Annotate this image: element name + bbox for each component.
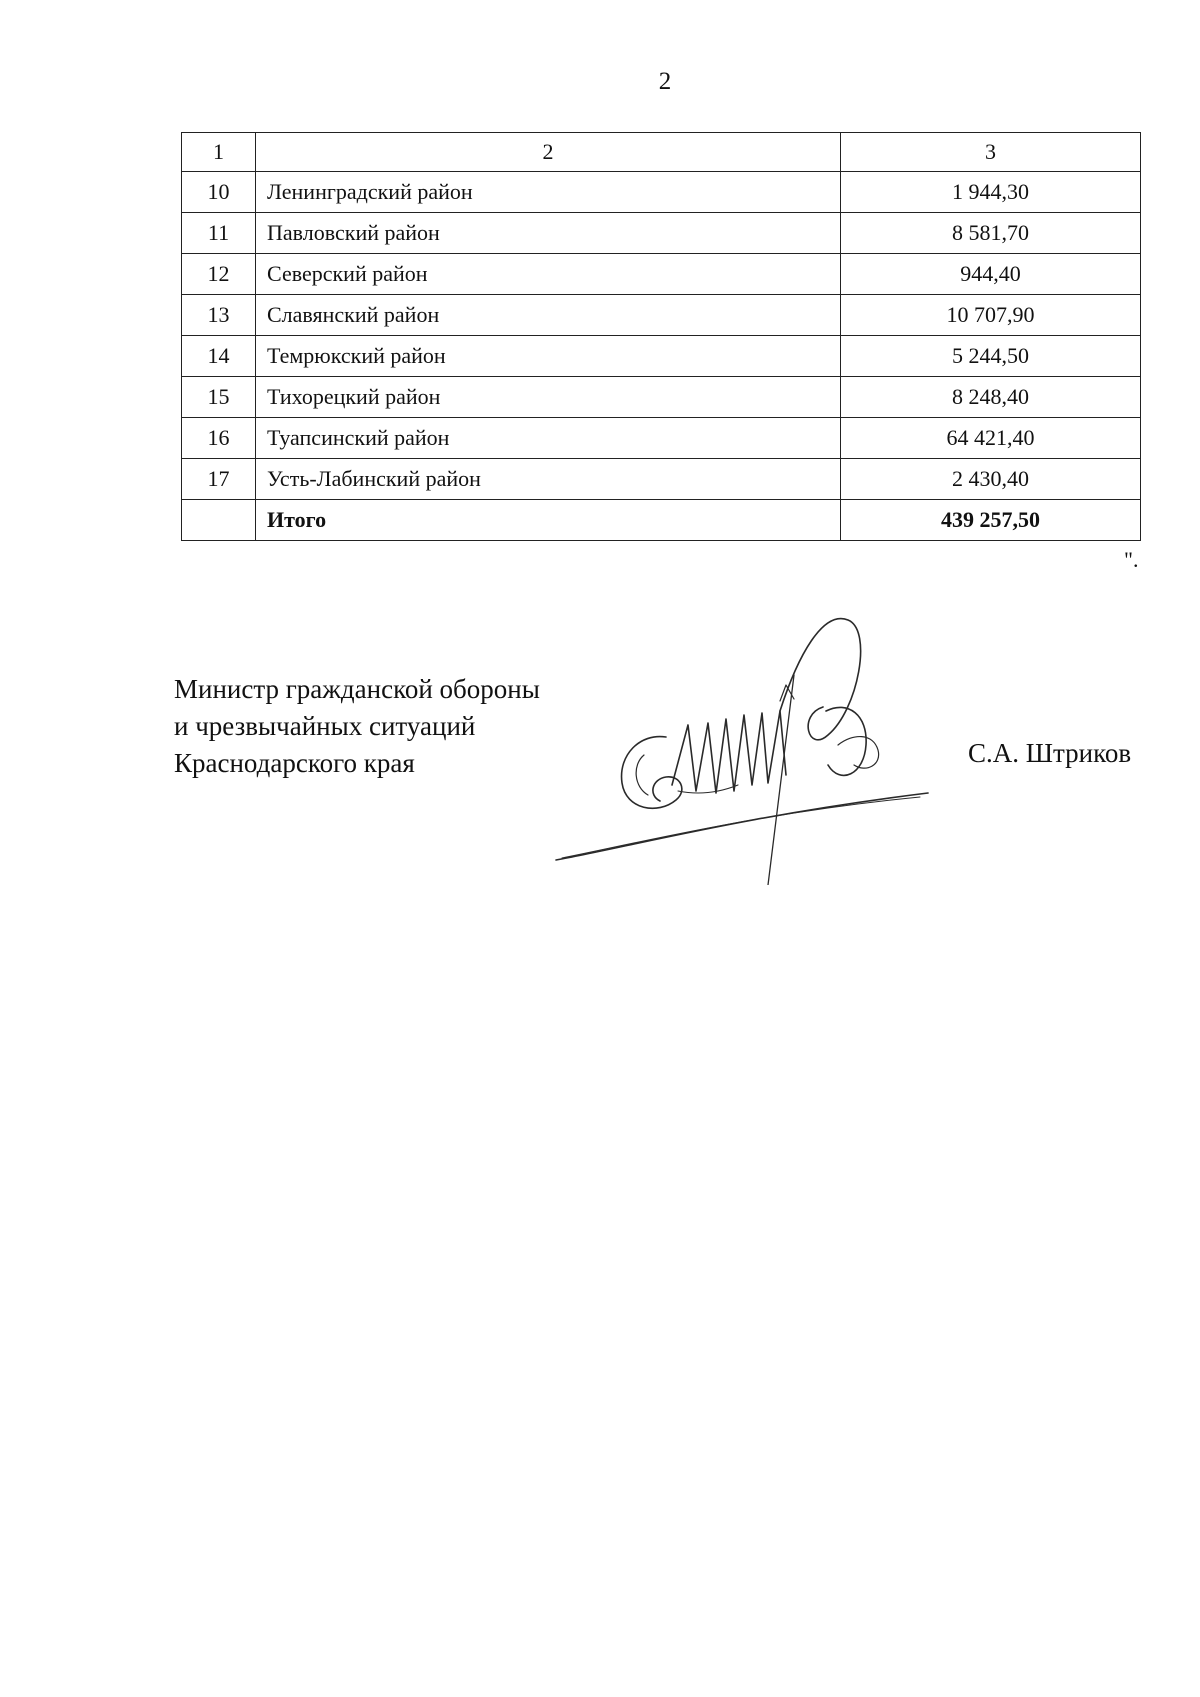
handwritten-signature [548,615,938,885]
signatory-title-line: Краснодарского края [174,748,415,778]
district-name: Тихорецкий район [256,377,841,418]
total-row [182,500,1141,541]
table-row [182,295,1141,336]
table-row [182,418,1141,459]
signatory-title [174,671,540,782]
district-name: Славянский район [256,295,841,336]
district-name: Северский район [256,254,841,295]
table-header-row [182,133,1141,172]
district-name: Павловский район [256,213,841,254]
page-number: 2 [658,68,672,95]
amount-value: 64 421,40 [841,418,1141,459]
amount-value: 8 248,40 [841,377,1141,418]
row-number: 17 [182,459,256,500]
row-number: 16 [182,418,256,459]
signatory-title-line: Министр гражданской обороны [174,674,540,704]
row-number: 15 [182,377,256,418]
district-name: Усть-Лабинский район [256,459,841,500]
amount-value: 10 707,90 [841,295,1141,336]
table-row [182,254,1141,295]
row-number: 13 [182,295,256,336]
total-value: 439 257,50 [841,500,1141,541]
table-row [182,213,1141,254]
row-number: 11 [182,213,256,254]
signatory-title-line: и чрезвычайных ситуаций [174,711,476,741]
district-name: Темрюкский район [256,336,841,377]
table-row [182,377,1141,418]
district-name: Ленинградский район [256,172,841,213]
table-row [182,459,1141,500]
total-label: Итого [256,500,841,541]
header-cell-3: 3 [841,133,1141,172]
row-number: 12 [182,254,256,295]
amount-value: 2 430,40 [841,459,1141,500]
row-number: 10 [182,172,256,213]
closing-quote: ". [1124,547,1139,572]
row-number: 14 [182,336,256,377]
header-cell-2: 2 [256,133,841,172]
header-cell-1: 1 [182,133,256,172]
amount-value: 8 581,70 [841,213,1141,254]
amount-value: 944,40 [841,254,1141,295]
amount-value: 5 244,50 [841,336,1141,377]
district-name: Туапсинский район [256,418,841,459]
total-number-cell [182,500,256,541]
signer-name: С.А. Штриков [968,738,1132,768]
districts-table [181,132,1141,541]
amount-value: 1 944,30 [841,172,1141,213]
table-row [182,336,1141,377]
table-row [182,172,1141,213]
